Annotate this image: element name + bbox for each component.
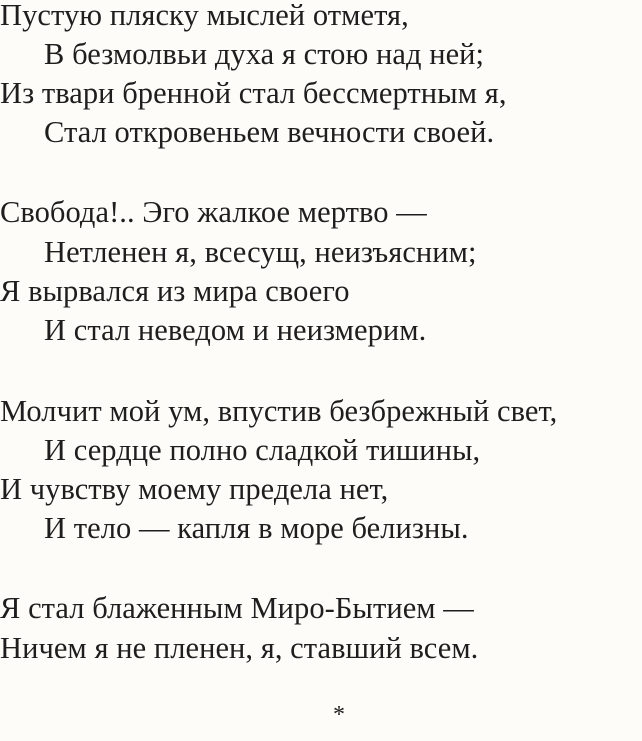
poem-line: Я стал блаженным Миро-Бытием — (0, 591, 474, 625)
poem-line: Молчит мой ум, впустив безбрежный свет, (0, 394, 558, 428)
poem-line: Из твари бренной стал бессмертным я, (0, 76, 507, 110)
poem-line: И чувству моему предела нет, (0, 472, 389, 506)
poem-line: И сердце полно сладкой тишины, (44, 433, 481, 467)
poem-line: Пустую пляску мыслей отметя, (0, 0, 409, 32)
poem-line: Нетленен я, всесущ, неизъясним; (44, 235, 477, 269)
poem-line: И тело — капля в море белизны. (44, 511, 469, 545)
section-separator: * (333, 702, 345, 728)
poem-line: Ничем я не пленен, я, ставший всем. (0, 631, 479, 665)
poem-line: Я вырвался из мира своего (0, 274, 350, 308)
poem-line: Стал откровеньем вечности своей. (44, 115, 495, 149)
poem-line: И стал неведом и неизмерим. (44, 313, 427, 347)
poem-line: В безмолвьи духа я стою над ней; (44, 37, 485, 71)
poem-line: Свобода!.. Эго жалкое мертво — (0, 195, 427, 229)
